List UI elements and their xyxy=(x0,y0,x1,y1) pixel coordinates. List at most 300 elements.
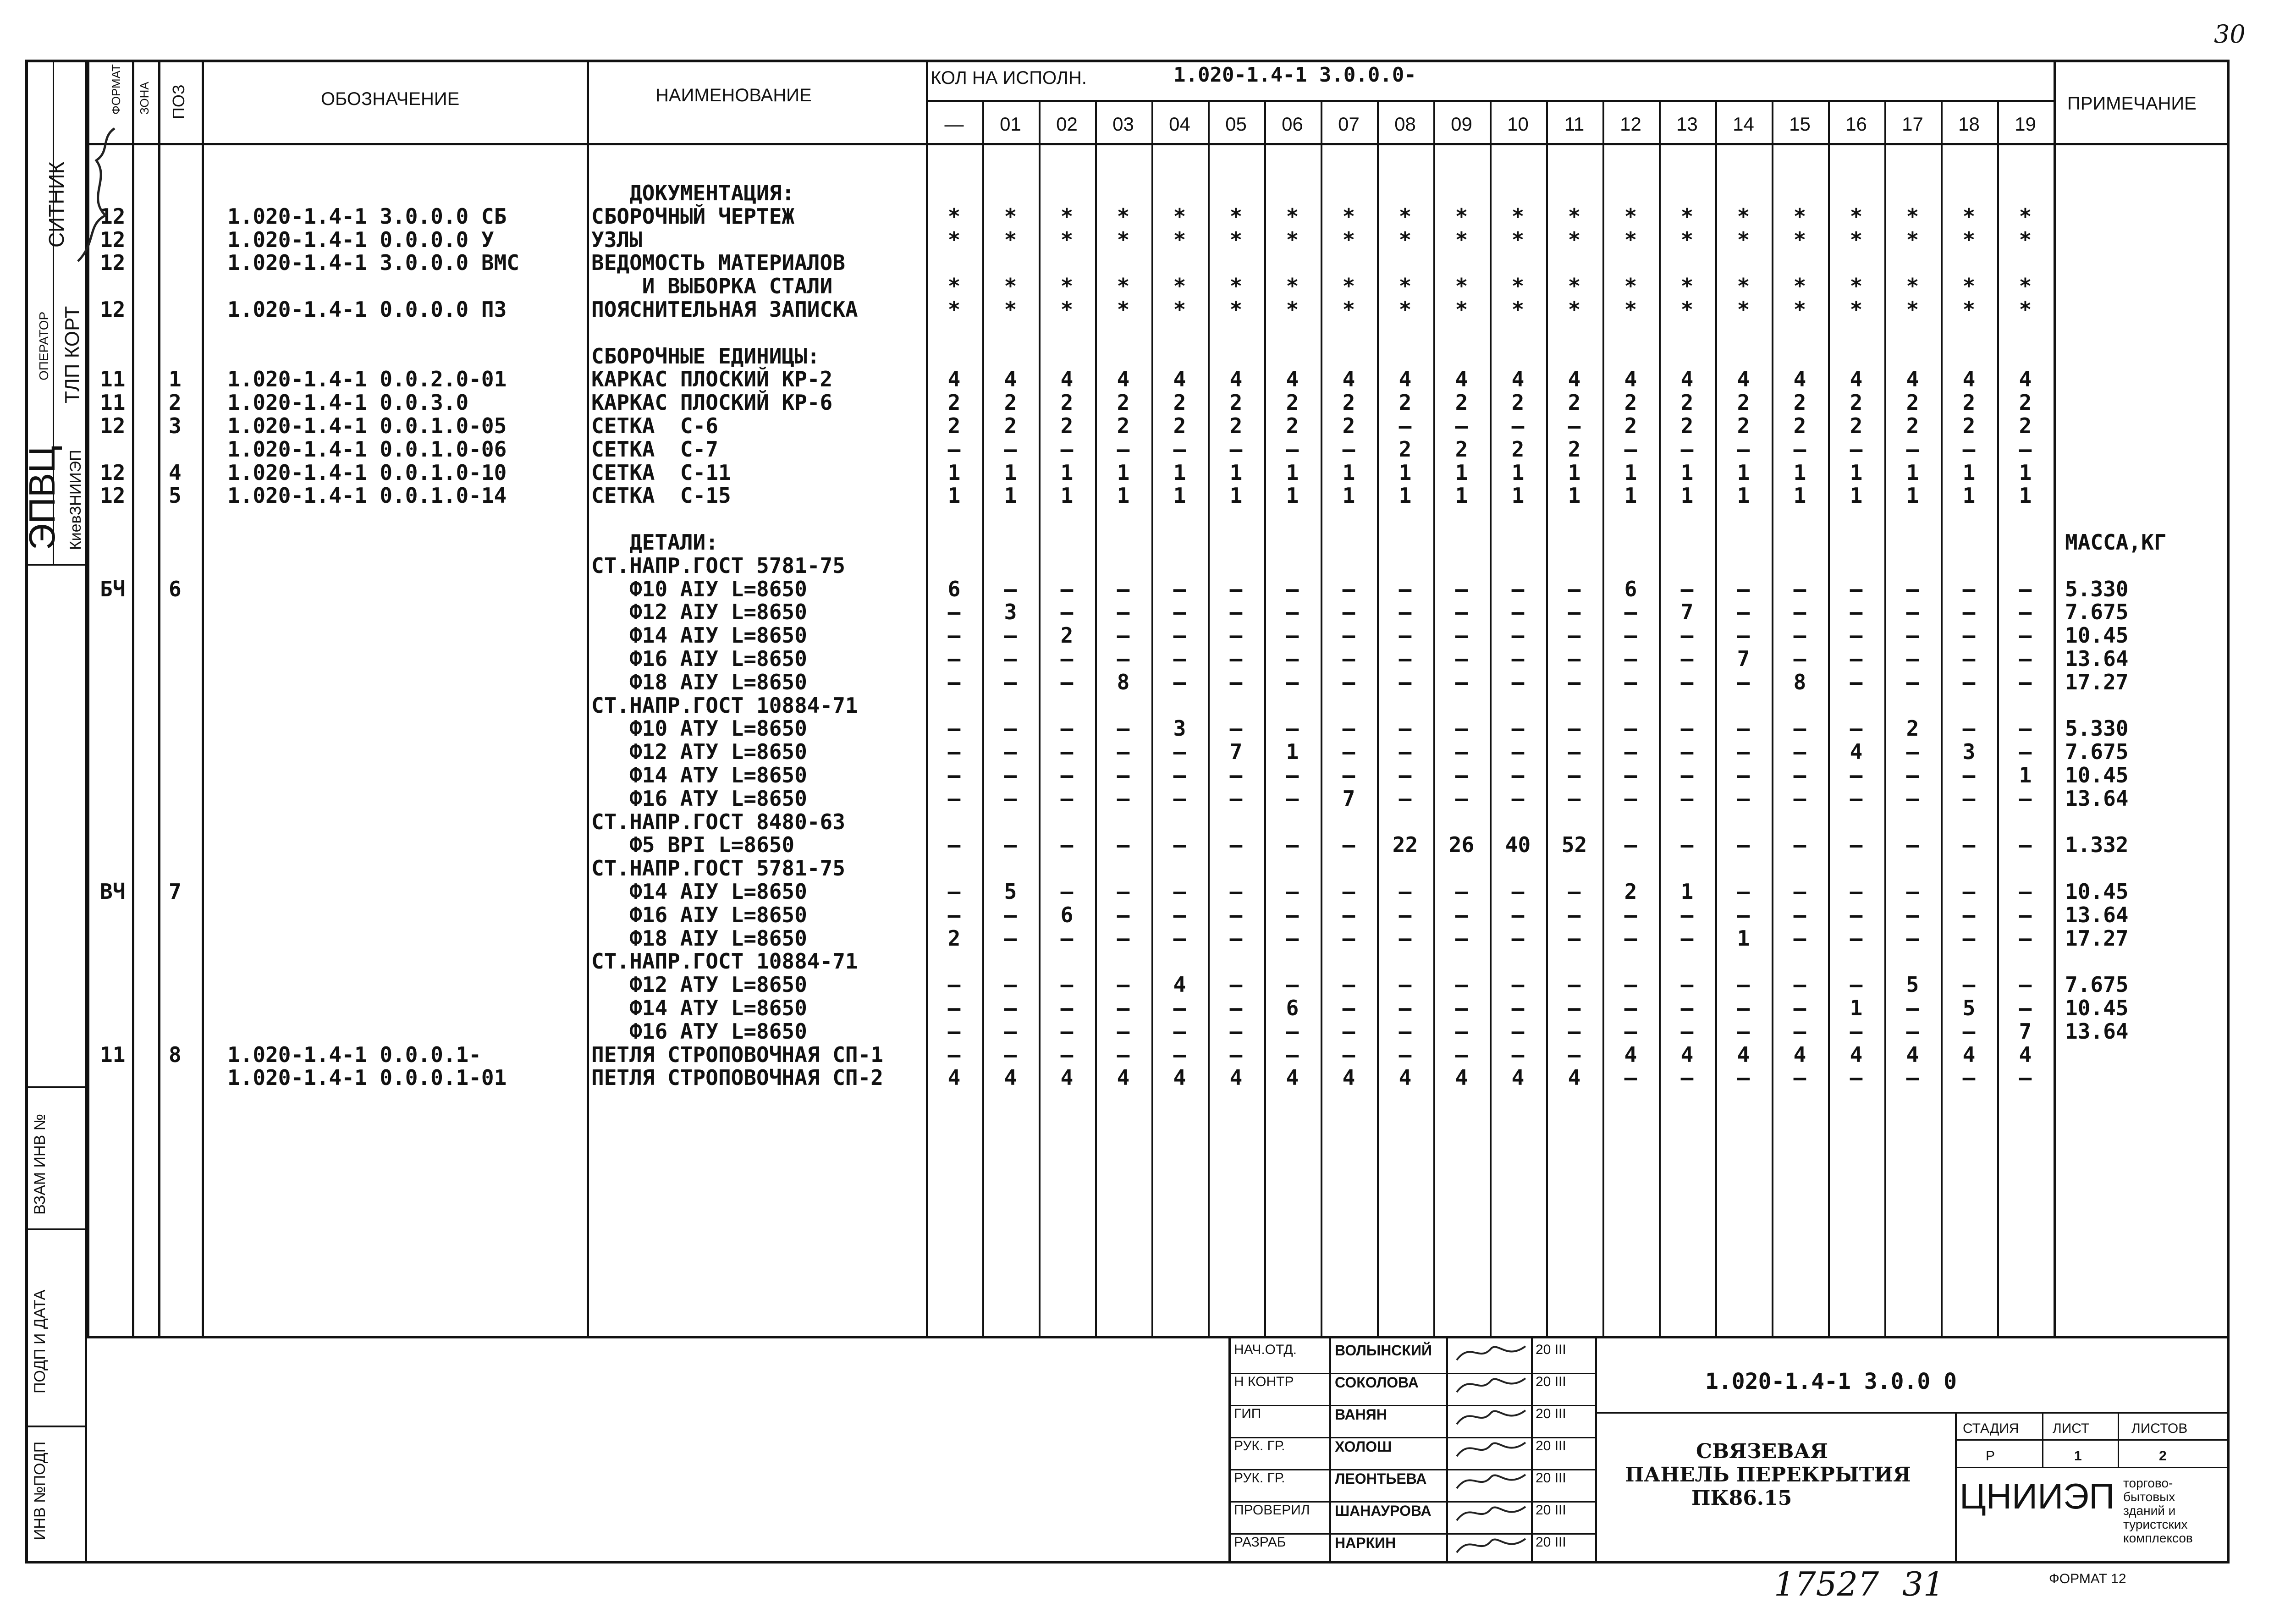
qty-cell: — xyxy=(1737,763,1750,787)
qty-cell: — xyxy=(1962,879,1976,904)
tb-person-name: ЛЕОНТЬЕВА xyxy=(1335,1470,1427,1487)
row-format: 11 xyxy=(100,367,126,392)
row-name: ПЕТЛЯ СТРОПОВОЧНАЯ СП-1 xyxy=(591,1042,883,1067)
qty-cell: — xyxy=(1624,832,1637,858)
footer-hand-number1: 17527 xyxy=(1774,1565,1879,1603)
qty-cell: — xyxy=(1399,902,1412,927)
qty-cell: — xyxy=(1962,436,1976,462)
qty-cell: — xyxy=(1568,716,1581,741)
qty-cell: — xyxy=(1850,763,1863,787)
qty-cell: 1 xyxy=(1568,483,1581,508)
qty-cell: 1 xyxy=(1850,460,1863,485)
tb-org-sub2: зданий и xyxy=(2123,1503,2176,1518)
qty-cell: 2 xyxy=(1173,413,1186,438)
qty-cell: * xyxy=(1399,227,1412,252)
qty-cell: — xyxy=(1286,879,1299,904)
qty-cell: 3 xyxy=(1173,716,1186,741)
qty-cell: — xyxy=(1229,763,1243,787)
qty-cell: 7 xyxy=(1680,600,1694,625)
row-designation: 1.020-1.4-1 0.0.0.1- xyxy=(227,1042,481,1067)
qty-cell: — xyxy=(1962,669,1976,694)
qty-cell: — xyxy=(1511,413,1525,438)
row-note: 10.45 xyxy=(2065,763,2129,787)
qty-cell: — xyxy=(1737,716,1750,741)
qty-cell: — xyxy=(1850,1018,1863,1044)
qty-cell: — xyxy=(1624,623,1637,648)
qty-cell: — xyxy=(1286,576,1299,601)
qty-cell: 2 xyxy=(1906,390,1919,415)
qty-cell: 4 xyxy=(1173,1065,1186,1090)
qty-cell: — xyxy=(1850,832,1863,858)
qty-cell: * xyxy=(1568,297,1581,322)
qty-cell: — xyxy=(1962,576,1976,601)
qty-cell: — xyxy=(1568,1042,1581,1067)
qty-cell: — xyxy=(1511,576,1525,601)
qty-cell: 1 xyxy=(1962,460,1976,485)
qty-cell: 4 xyxy=(1399,1065,1412,1090)
qty-cell: 1 xyxy=(2019,460,2032,485)
qty-cell: — xyxy=(1680,925,1694,951)
qty-cell: — xyxy=(1060,996,1074,1020)
row-note: 13.64 xyxy=(2065,1018,2129,1044)
qty-cell: — xyxy=(1399,600,1412,625)
qty-cell: * xyxy=(1737,204,1750,229)
qty-cell: — xyxy=(1906,669,1919,694)
qty-cell: * xyxy=(2019,297,2032,322)
qty-cell: 2 xyxy=(1906,716,1919,741)
qty-cell: 1 xyxy=(1962,483,1976,508)
row-note: 10.45 xyxy=(2065,996,2129,1020)
qty-cell: * xyxy=(1850,204,1863,229)
qty-cell: — xyxy=(1004,1018,1017,1044)
qty-cell: * xyxy=(1399,297,1412,322)
qty-cell: — xyxy=(1455,600,1468,625)
qty-cell: 2 xyxy=(947,390,961,415)
variant-header: 06 xyxy=(1282,113,1303,135)
qty-cell: — xyxy=(1342,902,1355,927)
qty-cell: — xyxy=(1229,576,1243,601)
qty-cell: — xyxy=(947,436,961,462)
variant-header: 07 xyxy=(1338,113,1360,135)
frame-top xyxy=(25,60,2227,62)
qty-cell: — xyxy=(1399,739,1412,765)
qty-cell: * xyxy=(1342,204,1355,229)
qty-cell: — xyxy=(2019,623,2032,648)
variant-header: 17 xyxy=(1902,113,1923,135)
tb-left xyxy=(1228,1336,1231,1561)
row-note: 13.64 xyxy=(2065,646,2129,671)
qty-cell: — xyxy=(1680,436,1694,462)
qty-cell: 4 xyxy=(1173,367,1186,392)
qty-cell: 5 xyxy=(1906,972,1919,997)
qty-cell: — xyxy=(947,763,961,787)
qty-cell: * xyxy=(1850,227,1863,252)
qty-cell: — xyxy=(1511,786,1525,811)
qty-cell: 1 xyxy=(1455,483,1468,508)
qty-cell: 6 xyxy=(1624,576,1637,601)
qty-cell: 2 xyxy=(1962,390,1976,415)
qty-cell: — xyxy=(1399,623,1412,648)
header-pos: ПОЗ xyxy=(169,84,188,119)
qty-cell: — xyxy=(1399,576,1412,601)
row-name: СБОРОЧНЫЕ ЕДИНИЦЫ: xyxy=(591,343,820,369)
qty-cell: — xyxy=(1455,1018,1468,1044)
qty-cell: — xyxy=(1624,669,1637,694)
qty-cell: — xyxy=(1229,669,1243,694)
qty-cell: * xyxy=(2019,227,2032,252)
row-name: Ф12 АIУ L=8650 xyxy=(591,600,807,625)
qty-cell: — xyxy=(1229,832,1243,858)
qty-cell: * xyxy=(1117,297,1130,322)
qty-cell: — xyxy=(1906,832,1919,858)
qty-cell: 2 xyxy=(1737,413,1750,438)
qty-cell: — xyxy=(2019,832,2032,858)
qty-cell: — xyxy=(1962,1065,1976,1090)
qty-cell: 4 xyxy=(1342,1065,1355,1090)
qty-cell: — xyxy=(1511,716,1525,741)
qty-cell: — xyxy=(1342,576,1355,601)
qty-cell: — xyxy=(1737,669,1750,694)
qty-cell: 2 xyxy=(1004,413,1017,438)
tb-col-line xyxy=(1595,1336,1597,1561)
qty-cell: * xyxy=(1286,227,1299,252)
qty-cell: — xyxy=(1455,786,1468,811)
qty-cell: — xyxy=(1229,996,1243,1020)
qty-cell: — xyxy=(1342,996,1355,1020)
variant-header: 03 xyxy=(1112,113,1134,135)
tb-role: ПРОВЕРИЛ xyxy=(1234,1503,1310,1518)
qty-cell: * xyxy=(1117,227,1130,252)
qty-cell: * xyxy=(1455,204,1468,229)
tb-date: 20 III xyxy=(1536,1438,1566,1453)
qty-cell: — xyxy=(1060,576,1074,601)
qty-cell: — xyxy=(947,646,961,671)
qty-cell: — xyxy=(1399,879,1412,904)
qty-cell: 4 xyxy=(2019,367,2032,392)
qty-cell: — xyxy=(1680,972,1694,997)
variant-header: 09 xyxy=(1451,113,1472,135)
qty-cell: — xyxy=(1060,1018,1074,1044)
tb-role: НАЧ.ОТД. xyxy=(1234,1342,1297,1357)
qty-cell: — xyxy=(1568,669,1581,694)
qty-cell: — xyxy=(2019,972,2032,997)
row-name: Ф12 АТУ L=8650 xyxy=(591,739,807,765)
qty-cell: — xyxy=(1286,763,1299,787)
qty-cell: * xyxy=(1511,297,1525,322)
qty-cell: 2 xyxy=(1117,390,1130,415)
qty-cell: — xyxy=(1737,902,1750,927)
row-name: И ВЫБОРКА СТАЛИ xyxy=(591,274,833,299)
qty-cell: 2 xyxy=(1680,390,1694,415)
row-name: СЕТКА С-11 xyxy=(591,460,731,485)
qty-cell: — xyxy=(1229,902,1243,927)
tb-role: Н КОНТР xyxy=(1234,1374,1294,1389)
row-note: 5.330 xyxy=(2065,716,2129,741)
qty-cell: — xyxy=(1229,786,1243,811)
row-designation: 1.020-1.4-1 0.0.0.0 У xyxy=(227,227,494,252)
qty-cell: — xyxy=(1060,600,1074,625)
qty-cell: — xyxy=(1342,972,1355,997)
tb-date: 20 III xyxy=(1536,1406,1566,1421)
qty-cell: 5 xyxy=(1004,879,1017,904)
qty-cell: — xyxy=(2019,600,2032,625)
side-org1: ЭПВЦ xyxy=(22,446,62,550)
qty-cell: 4 xyxy=(1229,367,1243,392)
qty-cell: — xyxy=(1455,623,1468,648)
qty-cell: 2 xyxy=(1962,413,1976,438)
qty-cell: — xyxy=(1117,623,1130,648)
row-note: МАССА,КГ xyxy=(2065,530,2167,555)
qty-cell: * xyxy=(1680,204,1694,229)
qty-cell: — xyxy=(1286,716,1299,741)
tb-person-name: НАРКИН xyxy=(1335,1535,1396,1551)
qty-cell: — xyxy=(1286,436,1299,462)
qty-cell: — xyxy=(1286,623,1299,648)
qty-cell: 2 xyxy=(1511,436,1525,462)
row-format: ВЧ xyxy=(100,879,126,904)
qty-cell: — xyxy=(1060,669,1074,694)
qty-cell: — xyxy=(1568,996,1581,1020)
qty-cell: 2 xyxy=(1511,390,1525,415)
row-name: Ф14 АТУ L=8650 xyxy=(591,763,807,787)
row-designation: 1.020-1.4-1 0.0.1.0-05 xyxy=(227,413,507,438)
qty-cell: — xyxy=(1624,972,1637,997)
qty-cell: — xyxy=(1229,623,1243,648)
qty-cell: 2 xyxy=(947,413,961,438)
qty-cell: 1 xyxy=(1286,739,1299,765)
qty-cell: — xyxy=(1737,996,1750,1020)
header-qty-label: КОЛ НА ИСПОЛН. xyxy=(931,68,1087,88)
tb-title-sep xyxy=(1595,1412,2227,1414)
variant-header: 14 xyxy=(1733,113,1754,135)
qty-cell: 2 xyxy=(1455,390,1468,415)
qty-cell: — xyxy=(1850,925,1863,951)
qty-cell: — xyxy=(1624,739,1637,765)
qty-cell: 4 xyxy=(1850,367,1863,392)
qty-cell: — xyxy=(1286,1018,1299,1044)
qty-cell: 1 xyxy=(2019,483,2032,508)
qty-cell: 2 xyxy=(1004,390,1017,415)
qty-cell: — xyxy=(1342,1042,1355,1067)
qty-cell: — xyxy=(1737,739,1750,765)
qty-cell: * xyxy=(1060,274,1074,299)
qty-cell: — xyxy=(1399,786,1412,811)
qty-cell: — xyxy=(1793,623,1806,648)
row-format: 12 xyxy=(100,250,126,275)
stamp-vzam: ВЗАМ ИНВ № xyxy=(31,1113,49,1215)
qty-cell: — xyxy=(2019,646,2032,671)
signature-mark xyxy=(1452,1339,1530,1367)
header-qty-code: 1.020-1.4-1 3.0.0.0- xyxy=(1173,63,1416,87)
signature-mark xyxy=(1452,1371,1530,1399)
qty-cell: — xyxy=(1117,879,1130,904)
qty-cell: — xyxy=(1173,739,1186,765)
tb-title-line2: ПАНЕЛЬ ПЕРЕКРЫТИЯ xyxy=(1625,1463,1911,1486)
qty-cell: — xyxy=(1962,786,1976,811)
qty-cell: — xyxy=(1342,925,1355,951)
row-position: 4 xyxy=(169,460,182,485)
qty-cell: — xyxy=(1511,972,1525,997)
tb-person-name: ШАНАУРОВА xyxy=(1335,1503,1432,1519)
variant-header: 02 xyxy=(1056,113,1078,135)
qty-cell: 1 xyxy=(947,460,961,485)
qty-cell: * xyxy=(1004,297,1017,322)
qty-cell: — xyxy=(1906,576,1919,601)
qty-cell: 52 xyxy=(1561,832,1587,858)
qty-cell: * xyxy=(1229,204,1243,229)
row-note: 7.675 xyxy=(2065,600,2129,625)
qty-cell: * xyxy=(1173,274,1186,299)
row-designation: 1.020-1.4-1 0.0.0.0 ПЗ xyxy=(227,297,507,322)
header-note: ПРИМЕЧАНИЕ xyxy=(2067,94,2197,114)
qty-cell: — xyxy=(1399,972,1412,997)
tb-sheet: 1 xyxy=(2074,1448,2082,1464)
qty-cell: * xyxy=(1906,227,1919,252)
qty-cell: — xyxy=(1906,600,1919,625)
tb-org-sub4: комплексов xyxy=(2123,1531,2193,1545)
qty-cell: — xyxy=(1060,879,1074,904)
qty-cell: * xyxy=(1004,274,1017,299)
qty-cell: * xyxy=(1793,227,1806,252)
qty-cell: 1 xyxy=(1511,483,1525,508)
qty-cell: — xyxy=(1117,996,1130,1020)
row-name: СЕТКА С-6 xyxy=(591,413,718,438)
qty-cell: 6 xyxy=(1286,996,1299,1020)
column-line-6 xyxy=(2054,60,2056,1336)
qty-cell: * xyxy=(1568,227,1581,252)
qty-cell: — xyxy=(1004,786,1017,811)
qty-cell: — xyxy=(1793,763,1806,787)
qty-cell: 2 xyxy=(1286,413,1299,438)
row-name: КАРКАС ПЛОСКИЙ КР-6 xyxy=(591,390,833,415)
variant-header: 11 xyxy=(1564,113,1585,135)
qty-cell: — xyxy=(1060,763,1074,787)
qty-cell: — xyxy=(1737,436,1750,462)
qty-cell: — xyxy=(1850,902,1863,927)
qty-cell: — xyxy=(1004,832,1017,858)
qty-cell: 1 xyxy=(1793,460,1806,485)
qty-cell: 1 xyxy=(1624,460,1637,485)
qty-cell: * xyxy=(1117,274,1130,299)
qty-cell: — xyxy=(1173,669,1186,694)
qty-cell: — xyxy=(1004,972,1017,997)
signature-mark xyxy=(1452,1532,1530,1559)
qty-cell: — xyxy=(1286,1042,1299,1067)
row-name: Ф10 АТУ L=8650 xyxy=(591,716,807,741)
qty-cell: 2 xyxy=(1793,413,1806,438)
qty-cell: 2 xyxy=(1737,390,1750,415)
qty-cell: — xyxy=(1173,646,1186,671)
qty-cell: — xyxy=(1793,972,1806,997)
table-bottom-line xyxy=(87,1336,2227,1338)
qty-cell: * xyxy=(1624,204,1637,229)
side-label1: ОПЕРАТОР xyxy=(37,311,51,380)
qty-cell: — xyxy=(1793,600,1806,625)
qty-cell: — xyxy=(1850,646,1863,671)
qty-cell: * xyxy=(1229,227,1243,252)
row-name: УЗЛЫ xyxy=(591,227,642,252)
qty-cell: 4 xyxy=(2019,1042,2032,1067)
qty-cell: * xyxy=(1850,274,1863,299)
qty-cell: — xyxy=(1060,716,1074,741)
qty-cell: — xyxy=(1173,436,1186,462)
qty-cell: — xyxy=(1399,925,1412,951)
variant-header: 19 xyxy=(2015,113,2036,135)
qty-cell: * xyxy=(1060,297,1074,322)
qty-cell: — xyxy=(1793,716,1806,741)
row-designation: 1.020-1.4-1 0.0.1.0-06 xyxy=(227,436,507,462)
tb-title-line3: ПК86.15 xyxy=(1691,1486,1792,1510)
row-name: СТ.НАПР.ГОСТ 10884-71 xyxy=(591,693,858,718)
row-name: СТ.НАПР.ГОСТ 10884-71 xyxy=(591,949,858,974)
qty-cell: 1 xyxy=(1455,460,1468,485)
tb-person-name: ВОЛЫНСКИЙ xyxy=(1335,1342,1432,1359)
row-name: СТ.НАПР.ГОСТ 5781-75 xyxy=(591,856,845,881)
qty-cell: 1 xyxy=(1850,483,1863,508)
qty-cell: 2 xyxy=(1399,436,1412,462)
variant-header: 04 xyxy=(1169,113,1190,135)
qty-cell: 4 xyxy=(1342,367,1355,392)
qty-cell: — xyxy=(1004,996,1017,1020)
qty-cell: — xyxy=(1511,902,1525,927)
qty-cell: — xyxy=(1455,902,1468,927)
qty-cell: — xyxy=(1737,1065,1750,1090)
qty-cell: — xyxy=(1568,786,1581,811)
row-note: 1.332 xyxy=(2065,832,2129,858)
row-designation: 1.020-1.4-1 0.0.0.1-01 xyxy=(227,1065,507,1090)
qty-cell: 26 xyxy=(1448,832,1475,858)
qty-cell: — xyxy=(1455,413,1468,438)
qty-cell: — xyxy=(1906,902,1919,927)
tb-date: 20 III xyxy=(1536,1503,1566,1518)
qty-cell: — xyxy=(1568,763,1581,787)
tb-person-name: ВАНЯН xyxy=(1335,1406,1387,1423)
qty-cell: — xyxy=(2019,996,2032,1020)
row-name: ПОЯСНИТЕЛЬНАЯ ЗАПИСКА xyxy=(591,297,858,322)
qty-cell: — xyxy=(1060,436,1074,462)
qty-cell: — xyxy=(2019,786,2032,811)
variant-header: 12 xyxy=(1620,113,1641,135)
qty-cell: * xyxy=(1962,297,1976,322)
qty-cell: — xyxy=(2019,879,2032,904)
qty-cell: — xyxy=(1117,576,1130,601)
qty-cell: 4 xyxy=(1173,972,1186,997)
qty-cell: — xyxy=(1850,600,1863,625)
row-format: 11 xyxy=(100,390,126,415)
qty-cell: — xyxy=(1624,925,1637,951)
qty-cell: — xyxy=(1342,763,1355,787)
qty-cell: — xyxy=(1117,925,1130,951)
row-position: 2 xyxy=(169,390,182,415)
qty-cell: — xyxy=(1906,925,1919,951)
row-format: 12 xyxy=(100,204,126,229)
qty-cell: 1 xyxy=(1399,460,1412,485)
qty-cell: — xyxy=(1455,669,1468,694)
qty-cell: 2 xyxy=(1117,413,1130,438)
qty-cell: 2 xyxy=(1399,390,1412,415)
qty-cell: 1 xyxy=(1004,483,1017,508)
qty-cell: — xyxy=(1568,925,1581,951)
qty-cell: — xyxy=(1229,600,1243,625)
qty-cell: * xyxy=(1286,297,1299,322)
qty-cell: * xyxy=(1399,204,1412,229)
qty-cell: 6 xyxy=(947,576,961,601)
qty-cell: — xyxy=(1173,623,1186,648)
qty-cell: * xyxy=(1286,204,1299,229)
row-position: 7 xyxy=(169,879,182,904)
qty-cell: — xyxy=(1004,716,1017,741)
qty-cell: 1 xyxy=(1060,460,1074,485)
